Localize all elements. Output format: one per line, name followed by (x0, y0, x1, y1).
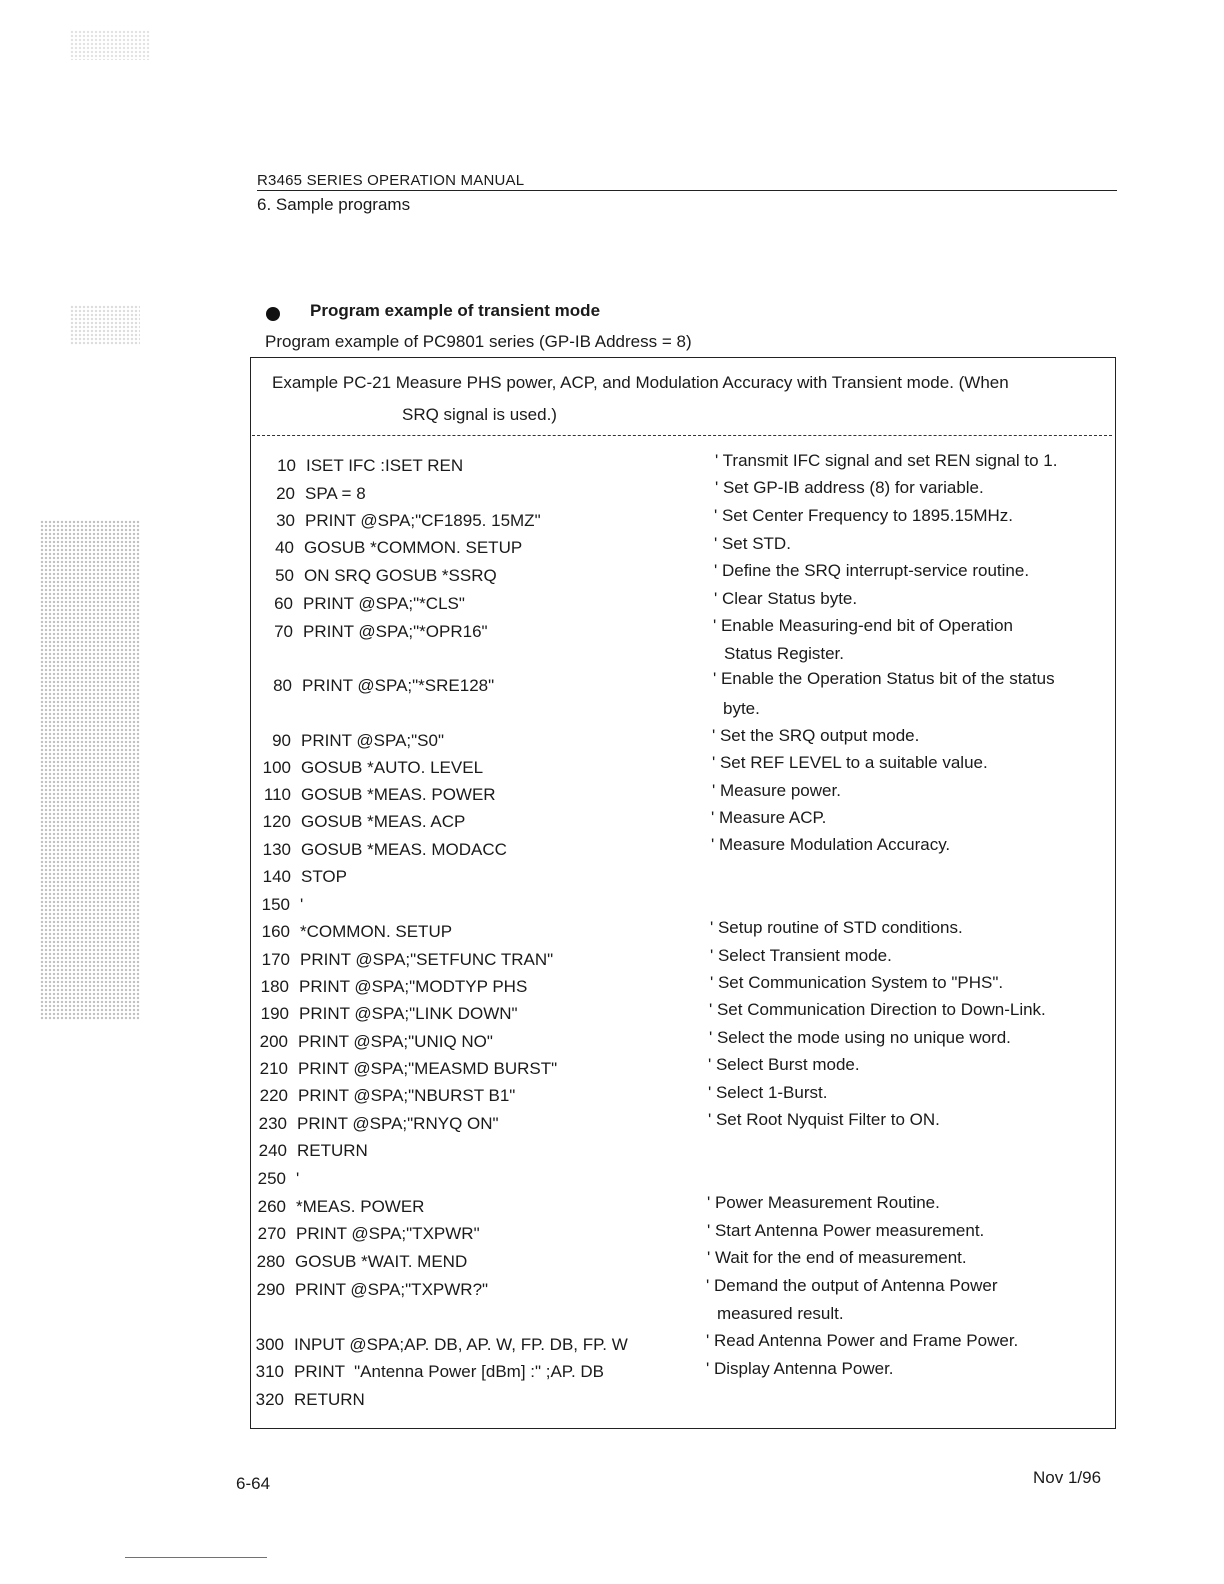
code-line (259, 1004, 518, 1024)
code-comment: ' Setup routine of STD conditions. (710, 918, 963, 937)
code-text: RETURN (294, 1390, 365, 1409)
code-comment: ' Set REF LEVEL to a suitable value. (712, 753, 988, 772)
code-comment: ' Demand the output of Antenna Power (706, 1276, 998, 1295)
code-line (254, 1390, 365, 1410)
code-text: GOSUB *MEAS. MODACC (301, 840, 507, 859)
line-number: 280 (256, 1252, 285, 1271)
code-text: PRINT @SPA;"MODTYP PHS (299, 977, 528, 996)
section-subtitle: Program example of PC9801 series (GP-IB Address = 8) (265, 332, 692, 351)
line-number: 90 (272, 731, 291, 750)
line-number: 200 (259, 1032, 288, 1051)
revision-date: Nov 1/96 (1033, 1468, 1102, 1487)
code-text: RETURN (297, 1141, 368, 1160)
line-number: 140 (262, 867, 291, 886)
code-comment: ' Set Communication System to "PHS". (710, 973, 1004, 992)
code-line (259, 977, 527, 997)
example-title-continued: SRQ signal is used.) (402, 405, 557, 424)
code-comment: byte. (723, 699, 760, 718)
line-number: 320 (255, 1390, 284, 1409)
code-comment: ' Enable the Operation Status bit of the status (713, 669, 1055, 688)
code-line (254, 1335, 628, 1355)
line-number: 100 (262, 758, 291, 777)
code-line (265, 511, 541, 531)
line-number: 300 (255, 1335, 284, 1354)
header-rule (257, 190, 1117, 191)
code-line (262, 676, 494, 696)
section-heading: 6. Sample programs (257, 195, 411, 214)
code-text: PRINT @SPA;"S0" (301, 731, 445, 750)
code-text: INPUT @SPA;AP. DB, AP. W, FP. DB, FP. W (294, 1335, 628, 1354)
scan-artifact-top (70, 30, 150, 60)
line-number: 260 (257, 1197, 286, 1216)
example-title: Example PC-21 Measure PHS power, ACP, and Modulation Accuracy with Transient mode. (When (272, 373, 1009, 392)
code-line (254, 1362, 604, 1382)
bullet-icon (266, 307, 280, 321)
code-text: GOSUB *COMMON. SETUP (304, 538, 523, 557)
code-text: PRINT @SPA;"RNYQ ON" (297, 1114, 499, 1133)
line-number: 220 (259, 1086, 288, 1105)
line-number: 50 (275, 566, 294, 585)
line-number: 80 (273, 676, 292, 695)
code-text: PRINT @SPA;"*SRE128" (302, 676, 495, 695)
code-line (258, 1059, 557, 1079)
code-comment: ' Set Center Frequency to 1895.15MHz. (714, 506, 1014, 525)
code-text: PRINT @SPA;"*CLS" (303, 594, 465, 613)
code-comment: ' Set the SRQ output mode. (712, 726, 920, 745)
code-text: SPA = 8 (305, 484, 366, 503)
line-number: 270 (257, 1224, 286, 1243)
code-line (257, 1141, 368, 1161)
line-number: 10 (277, 456, 296, 475)
line-number: 40 (275, 538, 294, 557)
code-text: GOSUB *WAIT. MEND (295, 1252, 468, 1271)
code-text: PRINT @SPA;"CF1895. 15MZ" (305, 511, 541, 530)
code-line (261, 812, 465, 832)
code-comment: ' Display Antenna Power. (706, 1359, 894, 1378)
code-line (261, 840, 507, 860)
line-number: 240 (258, 1141, 287, 1160)
code-line (263, 622, 488, 642)
bottom-rule (125, 1557, 267, 1558)
line-number: 180 (260, 977, 289, 996)
code-line (256, 1224, 480, 1244)
line-number: 130 (262, 840, 291, 859)
line-number: 160 (261, 922, 290, 941)
code-text: ' (300, 895, 304, 914)
code-text: *MEAS. POWER (296, 1197, 425, 1216)
scan-artifact-margin (40, 520, 140, 1020)
line-number: 120 (262, 812, 291, 831)
code-line (255, 1280, 488, 1300)
code-line (266, 456, 463, 476)
code-text: ' (296, 1169, 300, 1188)
code-text: PRINT @SPA;"TXPWR" (296, 1224, 480, 1243)
dashed-divider (252, 435, 1112, 436)
line-number: 210 (259, 1059, 288, 1078)
code-comment: ' Select the mode using no unique word. (709, 1028, 1011, 1047)
code-text: PRINT @SPA;"UNIQ NO" (298, 1032, 493, 1051)
code-comment: ' Set STD. (714, 534, 791, 553)
code-line (258, 1086, 515, 1106)
code-line (263, 594, 465, 614)
code-comment: ' Measure power. (712, 781, 841, 800)
code-line (264, 566, 497, 586)
code-text: GOSUB *AUTO. LEVEL (301, 758, 484, 777)
code-comment: ' Transmit IFC signal and set REN signal to 1. (715, 451, 1058, 470)
code-line (260, 950, 553, 970)
code-text: PRINT @SPA;"LINK DOWN" (299, 1004, 518, 1023)
code-comment: ' Select Burst mode. (708, 1055, 860, 1074)
code-line (264, 538, 522, 558)
code-text: PRINT @SPA;"SETFUNC TRAN" (300, 950, 554, 969)
line-number: 310 (255, 1362, 284, 1381)
manual-title: R3465 SERIES OPERATION MANUAL (257, 172, 525, 189)
code-line (257, 1114, 499, 1134)
line-number: 150 (261, 895, 290, 914)
code-comment: ' Wait for the end of measurement. (707, 1248, 967, 1267)
line-number: 110 (263, 785, 291, 804)
line-number: 30 (276, 511, 295, 530)
line-number: 290 (256, 1280, 285, 1299)
code-text: PRINT @SPA;"MEASMD BURST" (298, 1059, 558, 1078)
code-comment: ' Clear Status byte. (714, 589, 858, 608)
code-line (256, 1197, 424, 1217)
scan-artifact-mid (70, 305, 140, 345)
code-comment: ' Select Transient mode. (710, 946, 892, 965)
code-line (260, 895, 303, 915)
code-comment: ' Read Antenna Power and Frame Power. (706, 1331, 1019, 1350)
line-number: 230 (258, 1114, 287, 1133)
code-text: PRINT "Antenna Power [dBm] :" ;AP. DB (294, 1362, 605, 1381)
code-text: PRINT @SPA;"TXPWR?" (295, 1280, 489, 1299)
code-line (261, 731, 444, 751)
code-line (260, 922, 452, 942)
code-text: STOP (301, 867, 347, 886)
code-comment: ' Enable Measuring-end bit of Operation (713, 616, 1013, 635)
code-text: ISET IFC :ISET REN (306, 456, 464, 475)
line-number: 250 (257, 1169, 286, 1188)
line-number: 190 (260, 1004, 289, 1023)
code-comment: ' Measure ACP. (711, 808, 827, 827)
line-number: 20 (276, 484, 295, 503)
code-text: ON SRQ GOSUB *SSRQ (304, 566, 497, 585)
code-comment: measured result. (717, 1304, 844, 1323)
code-comment: ' Select 1-Burst. (708, 1083, 828, 1102)
section-title: Program example of transient mode (310, 301, 601, 320)
code-text: PRINT @SPA;"*OPR16" (303, 622, 488, 641)
code-text: PRINT @SPA;"NBURST B1" (298, 1086, 516, 1105)
code-line (261, 758, 483, 778)
code-comment: ' Set Communication Direction to Down-Link. (709, 1000, 1046, 1019)
code-line (256, 1169, 299, 1189)
code-line (265, 484, 366, 504)
code-comment: ' Set Root Nyquist Filter to ON. (708, 1110, 940, 1129)
code-line (261, 867, 347, 887)
code-line (261, 785, 496, 805)
code-comment: ' Set GP-IB address (8) for variable. (715, 478, 984, 497)
code-comment: ' Start Antenna Power measurement. (707, 1221, 985, 1240)
code-text: *COMMON. SETUP (300, 922, 453, 941)
code-comment: ' Measure Modulation Accuracy. (711, 835, 951, 854)
code-text: GOSUB *MEAS. ACP (301, 812, 466, 831)
code-line (255, 1252, 467, 1272)
page-number: 6-64 (236, 1474, 271, 1493)
code-comment: ' Power Measurement Routine. (707, 1193, 940, 1212)
code-comment: Status Register. (724, 644, 845, 663)
code-text: GOSUB *MEAS. POWER (301, 785, 496, 804)
line-number: 170 (261, 950, 290, 969)
code-line (258, 1032, 493, 1052)
line-number: 70 (274, 622, 293, 641)
line-number: 60 (274, 594, 293, 613)
code-comment: ' Define the SRQ interrupt-service routine. (714, 561, 1030, 580)
